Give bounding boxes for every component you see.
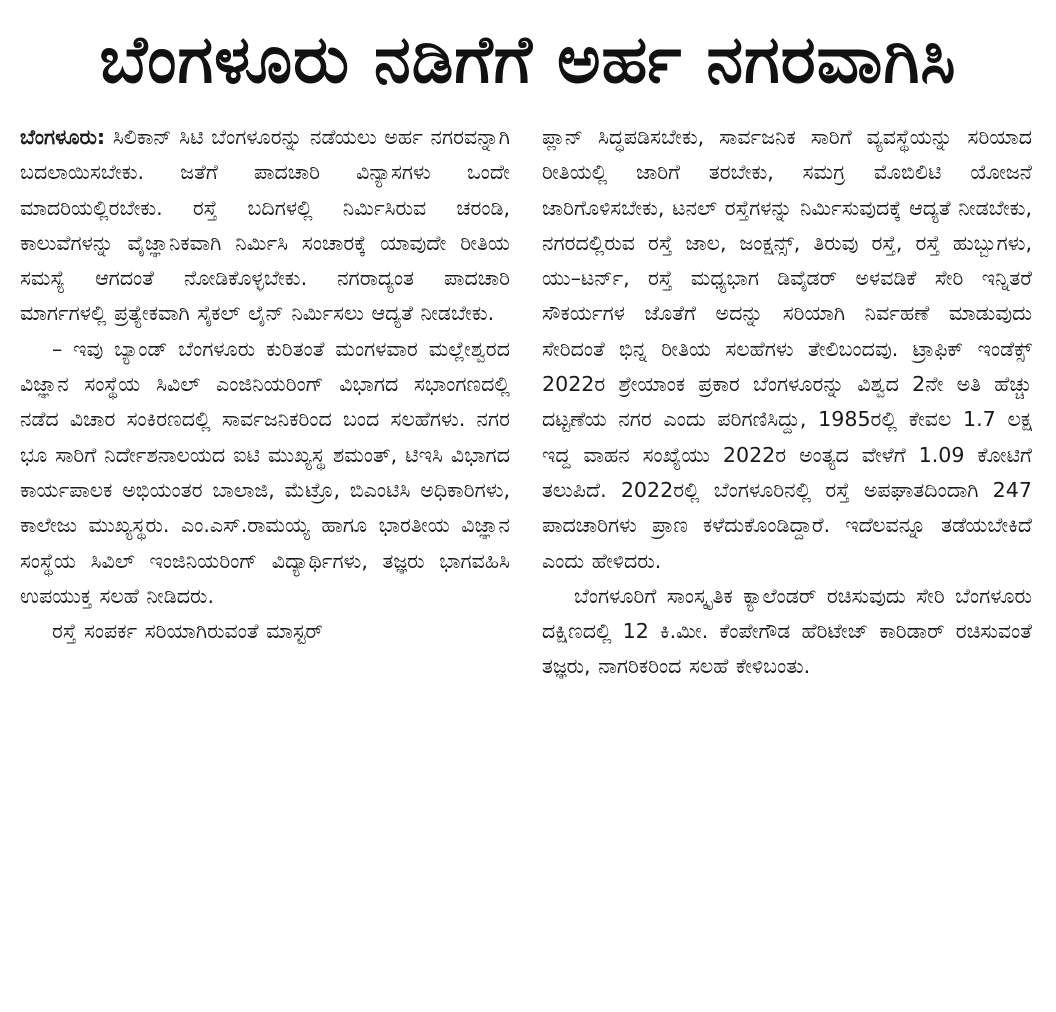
paragraph-text: ಸಿಲಿಕಾನ್ ಸಿಟಿ ಬೆಂಗಳೂರನ್ನು ನಡೆಯಲು ಅರ್ಹ ನಗರವನ್ನಾಗಿ ಬದಲಾಯಿಸಬೇಕು. ಜತೆಗೆ ಪಾದಚಾರಿ ವಿನ್ಯಾಸಗಳು ಒಂದೇ ಮಾದರಿಯಲ್ಲಿರಬೇಕು. ರಸ್ತೆ ಬದಿಗಳಲ್ಲಿ ನಿರ್ಮಿಸಿರುವ ಚರಂಡಿ, ಕಾಲುವೆಗಳನ್ನು ವೈಜ್ಞಾನಿಕವಾಗಿ ನಿರ್ಮಿಸಿ ಸಂಚಾರಕ್ಕೆ ಯಾವುದೇ ರೀತಿಯ ಸಮಸ್ಯೆ ಆಗದಂತೆ ನೋಡಿಕೊಳ್ಳಬೇಕು. ನಗರಾದ್ಯಂತ ಪಾದಚಾರಿ ಮಾರ್ಗಗಳಲ್ಲಿ ಪ್ರತ್ಯೇಕವಾಗಿ ಸೈಕಲ್ ಲೈನ್ ನಿರ್ಮಿಸಲು ಆದ್ಯತೆ ನೀಡಬೇಕು. [20, 125, 510, 326]
headline: ಬೆಂಗಳೂರು ನಡಿಗೆಗೆ ಅರ್ಹ ನಗರವಾಗಿಸಿ [99, 21, 957, 98]
article-paragraph: ಬೆಂಗಳೂರಿಗೆ ಸಾಂಸ್ಕೃತಿಕ ಕ್ಯಾಲೆಂಡರ್ ರಚಿಸುವುದು ಸೇರಿ ಬೆಂಗಳೂರು ದಕ್ಷಿಣದಲ್ಲಿ 12 ಕಿ.ಮೀ. ಕೆಂಪೇಗೌಡ ಹೆರಿಟೇಜ್ ಕಾರಿಡಾರ್ ರಚಿಸುವಂತೆ ತಜ್ಞರು, ನಾಗರಿಕರಿಂದ ಸಲಹೆ ಕೇಳಿಬಂತು. [542, 583, 1032, 679]
article-paragraph [20, 120, 510, 332]
byline: ಬೆಂಗಳೂರು: [20, 125, 106, 149]
article-column-left [20, 120, 510, 649]
article-column-right [542, 120, 1032, 685]
article-paragraph: – ಇವು ಬ್ಯಾಂಡ್ ಬೆಂಗಳೂರು ಕುರಿತಂತೆ ಮಂಗಳವಾರ ಮಲ್ಲೇಶ್ವರದ ವಿಜ್ಞಾನ ಸಂಸ್ಥೆಯ ಸಿವಿಲ್ ಎಂಜಿನಿಯರಿಂಗ್ ವಿಭಾಗದ ಸಭಾಂಗಣದಲ್ಲಿ ನಡೆದ ವಿಚಾರ ಸಂಕಿರಣದಲ್ಲಿ ಸಾರ್ವಜನಿಕರಿಂದ ಬಂದ ಸಲಹೆಗಳು. ನಗರ ಭೂ ಸಾರಿಗೆ ನಿರ್ದೇಶನಾಲಯದ ಐಟಿ ಮುಖ್ಯಸ್ಥ ಶಮಂತ್, ಟಿಇಸಿ ವಿಭಾಗದ ಕಾರ್ಯಪಾಲಕ ಅಭಿಯಂತರ ಬಾಲಾಜಿ, ಮೆಟ್ರೊ, ಬಿಎಂಟಿಸಿ ಅಧಿಕಾರಿಗಳು, ಕಾಲೇಜು ಮುಖ್ಯಸ್ಥರು. ಎಂ.ಎಸ್.ರಾಮಯ್ಯ ಹಾಗೂ ಭಾರತೀಯ ವಿಜ್ಞಾನ ಸಂಸ್ಥೆಯ ಸಿವಿಲ್ ಇಂಜಿನಿಯರಿಂಗ್ ವಿದ್ಯಾರ್ಥಿಗಳು, ತಜ್ಞರು ಭಾಗವಹಿಸಿ ಉಪಯುಕ್ತ ಸಲಹೆ ನೀಡಿದರು. [20, 336, 510, 608]
article-paragraph: ಪ್ಲಾನ್ ಸಿದ್ಧಪಡಿಸಬೇಕು, ಸಾರ್ವಜನಿಕ ಸಾರಿಗೆ ವ್ಯವಸ್ಥೆಯನ್ನು ಸರಿಯಾದ ರೀತಿಯಲ್ಲಿ ಜಾರಿಗೆ ತರಬೇಕು, ಸಮಗ್ರ ಮೊಬಿಲಿಟಿ ಯೋಜನೆ ಜಾರಿಗೊಳಿಸಬೇಕು, ಟನಲ್ ರಸ್ತೆಗಳನ್ನು ನಿರ್ಮಿಸುವುದಕ್ಕೆ ಆದ್ಯತೆ ನೀಡಬೇಕು, ನಗರದಲ್ಲಿರುವ ರಸ್ತೆ ಜಾಲ, ಜಂಕ್ಷನ್ಸ್, ತಿರುವು ರಸ್ತೆ, ರಸ್ತೆ ಹುಬ್ಬುಗಳು, ಯು–ಟರ್ನ್, ರಸ್ತೆ ಮಧ್ಯಭಾಗ ಡಿವೈಡರ್ ಅಳವಡಿಕೆ ಸೇರಿ ಇನ್ನಿತರೆ ಸೌಕರ್ಯಗಳ ಜೊತೆಗೆ ಅದನ್ನು ಸರಿಯಾಗಿ ನಿರ್ವಹಣೆ ಮಾಡುವುದು ಸೇರಿದಂತೆ ಭಿನ್ನ ರೀತಿಯ ಸಲಹೆಗಳು ತೇಲಿಬಂದವು. ಟ್ರಾಫಿಕ್ ಇಂಡೆಕ್ಸ್ 2022ರ ಶ್ರೇಯಾಂಕ ಪ್ರಕಾರ ಬೆಂಗಳೂರನ್ನು ವಿಶ್ವದ 2ನೇ ಅತಿ ಹೆಚ್ಚು ದಟ್ಟಣೆಯ ನಗರ ಎಂದು ಪರಿಗಣಿಸಿದ್ದು, 1985ರಲ್ಲಿ ಕೇವಲ 1.7 ಲಕ್ಷ ಇದ್ದ ವಾಹನ ಸಂಖ್ಯೆಯು 2022ರ ಅಂತ್ಯದ ವೇಳೆಗೆ 1.09 ಕೋಟಿಗೆ ತಲುಪಿದೆ. 2022ರಲ್ಲಿ ಬೆಂಗಳೂರಿನಲ್ಲಿ ರಸ್ತೆ ಅಪಘಾತದಿಂದಾಗಿ 247 ಪಾದಚಾರಿಗಳು ಪ್ರಾಣ ಕಳೆದುಕೊಂಡಿದ್ದಾರೆ. ಇದೆಲವನ್ನೂ ತಡೆಯಬೇಕಿದೆ ಎಂದು ಹೇಳಿದರು. [542, 125, 1032, 573]
article-paragraph: ರಸ್ತೆ ಸಂಪರ್ಕ ಸರಿಯಾಗಿರುವಂತೆ ಮಾಸ್ಟರ್ [52, 619, 323, 644]
